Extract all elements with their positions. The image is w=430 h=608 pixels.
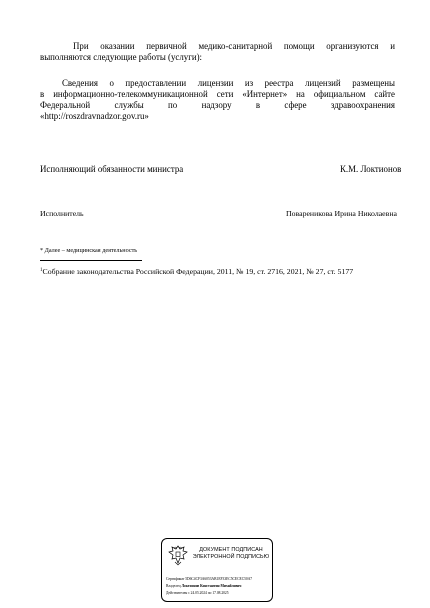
stamp-owner	[166, 584, 241, 589]
signer-position: Исполняющий обязанности министра	[40, 164, 184, 174]
footnote-marker: 1	[40, 268, 43, 273]
stamp-certificate-label: Сертификат	[166, 577, 185, 581]
paragraph-2-line-2: в информационно-телекоммуникационной сети «Интернет» на официальном сайте	[40, 89, 395, 99]
footnote-text: Собрание законодательства Российской Федерации, 2011, № 19, ст. 2716, 2021, № 27, ст. 5177	[42, 267, 354, 276]
stamp-owner-value: Локтионов Константин Михайлович	[181, 584, 242, 588]
paragraph-1-line-1: При оказании первичной медико-санитарной помощи организуются и	[73, 41, 395, 51]
paragraph-1-line-2: выполняются следующие работы (услуги):	[40, 52, 203, 62]
signer-name: К.М. Локтионов	[340, 164, 402, 174]
eagle-emblem-icon	[168, 544, 188, 566]
footnote-reference	[40, 265, 353, 277]
asterisk-footnote: * Далее – медицинская деятельность	[40, 247, 138, 254]
paragraph-2-line-4: «http://roszdravnadzor.gov.ru»	[40, 111, 149, 121]
stamp-certificate	[166, 577, 252, 582]
electronic-signature-stamp	[161, 538, 273, 602]
stamp-certificate-value: 5D6C4CF3A6053AB1EF33EC5CECEC50A7	[185, 577, 253, 581]
paragraph-2-line-3: Федеральной службы по надзору в сфере здравоохранения	[40, 100, 395, 110]
stamp-title	[192, 547, 270, 561]
stamp-title-line-1: ДОКУМЕНТ ПОДПИСАН	[199, 547, 263, 553]
stamp-title-line-2: ЭЛЕКТРОННОЙ ПОДПИСЬЮ	[192, 554, 270, 560]
stamp-validity: Действителен с 24.05.2024 по 17.08.2025	[166, 591, 229, 595]
executor-label: Исполнитель	[40, 209, 84, 218]
stamp-owner-label: Владелец	[166, 584, 181, 588]
paragraph-2-line-1: Сведения о предоставлении лицензии из реестра лицензий размещены	[62, 78, 395, 88]
footnote-separator	[40, 260, 142, 261]
executor-name: Повареникова Ирина Николаевна	[286, 209, 397, 218]
